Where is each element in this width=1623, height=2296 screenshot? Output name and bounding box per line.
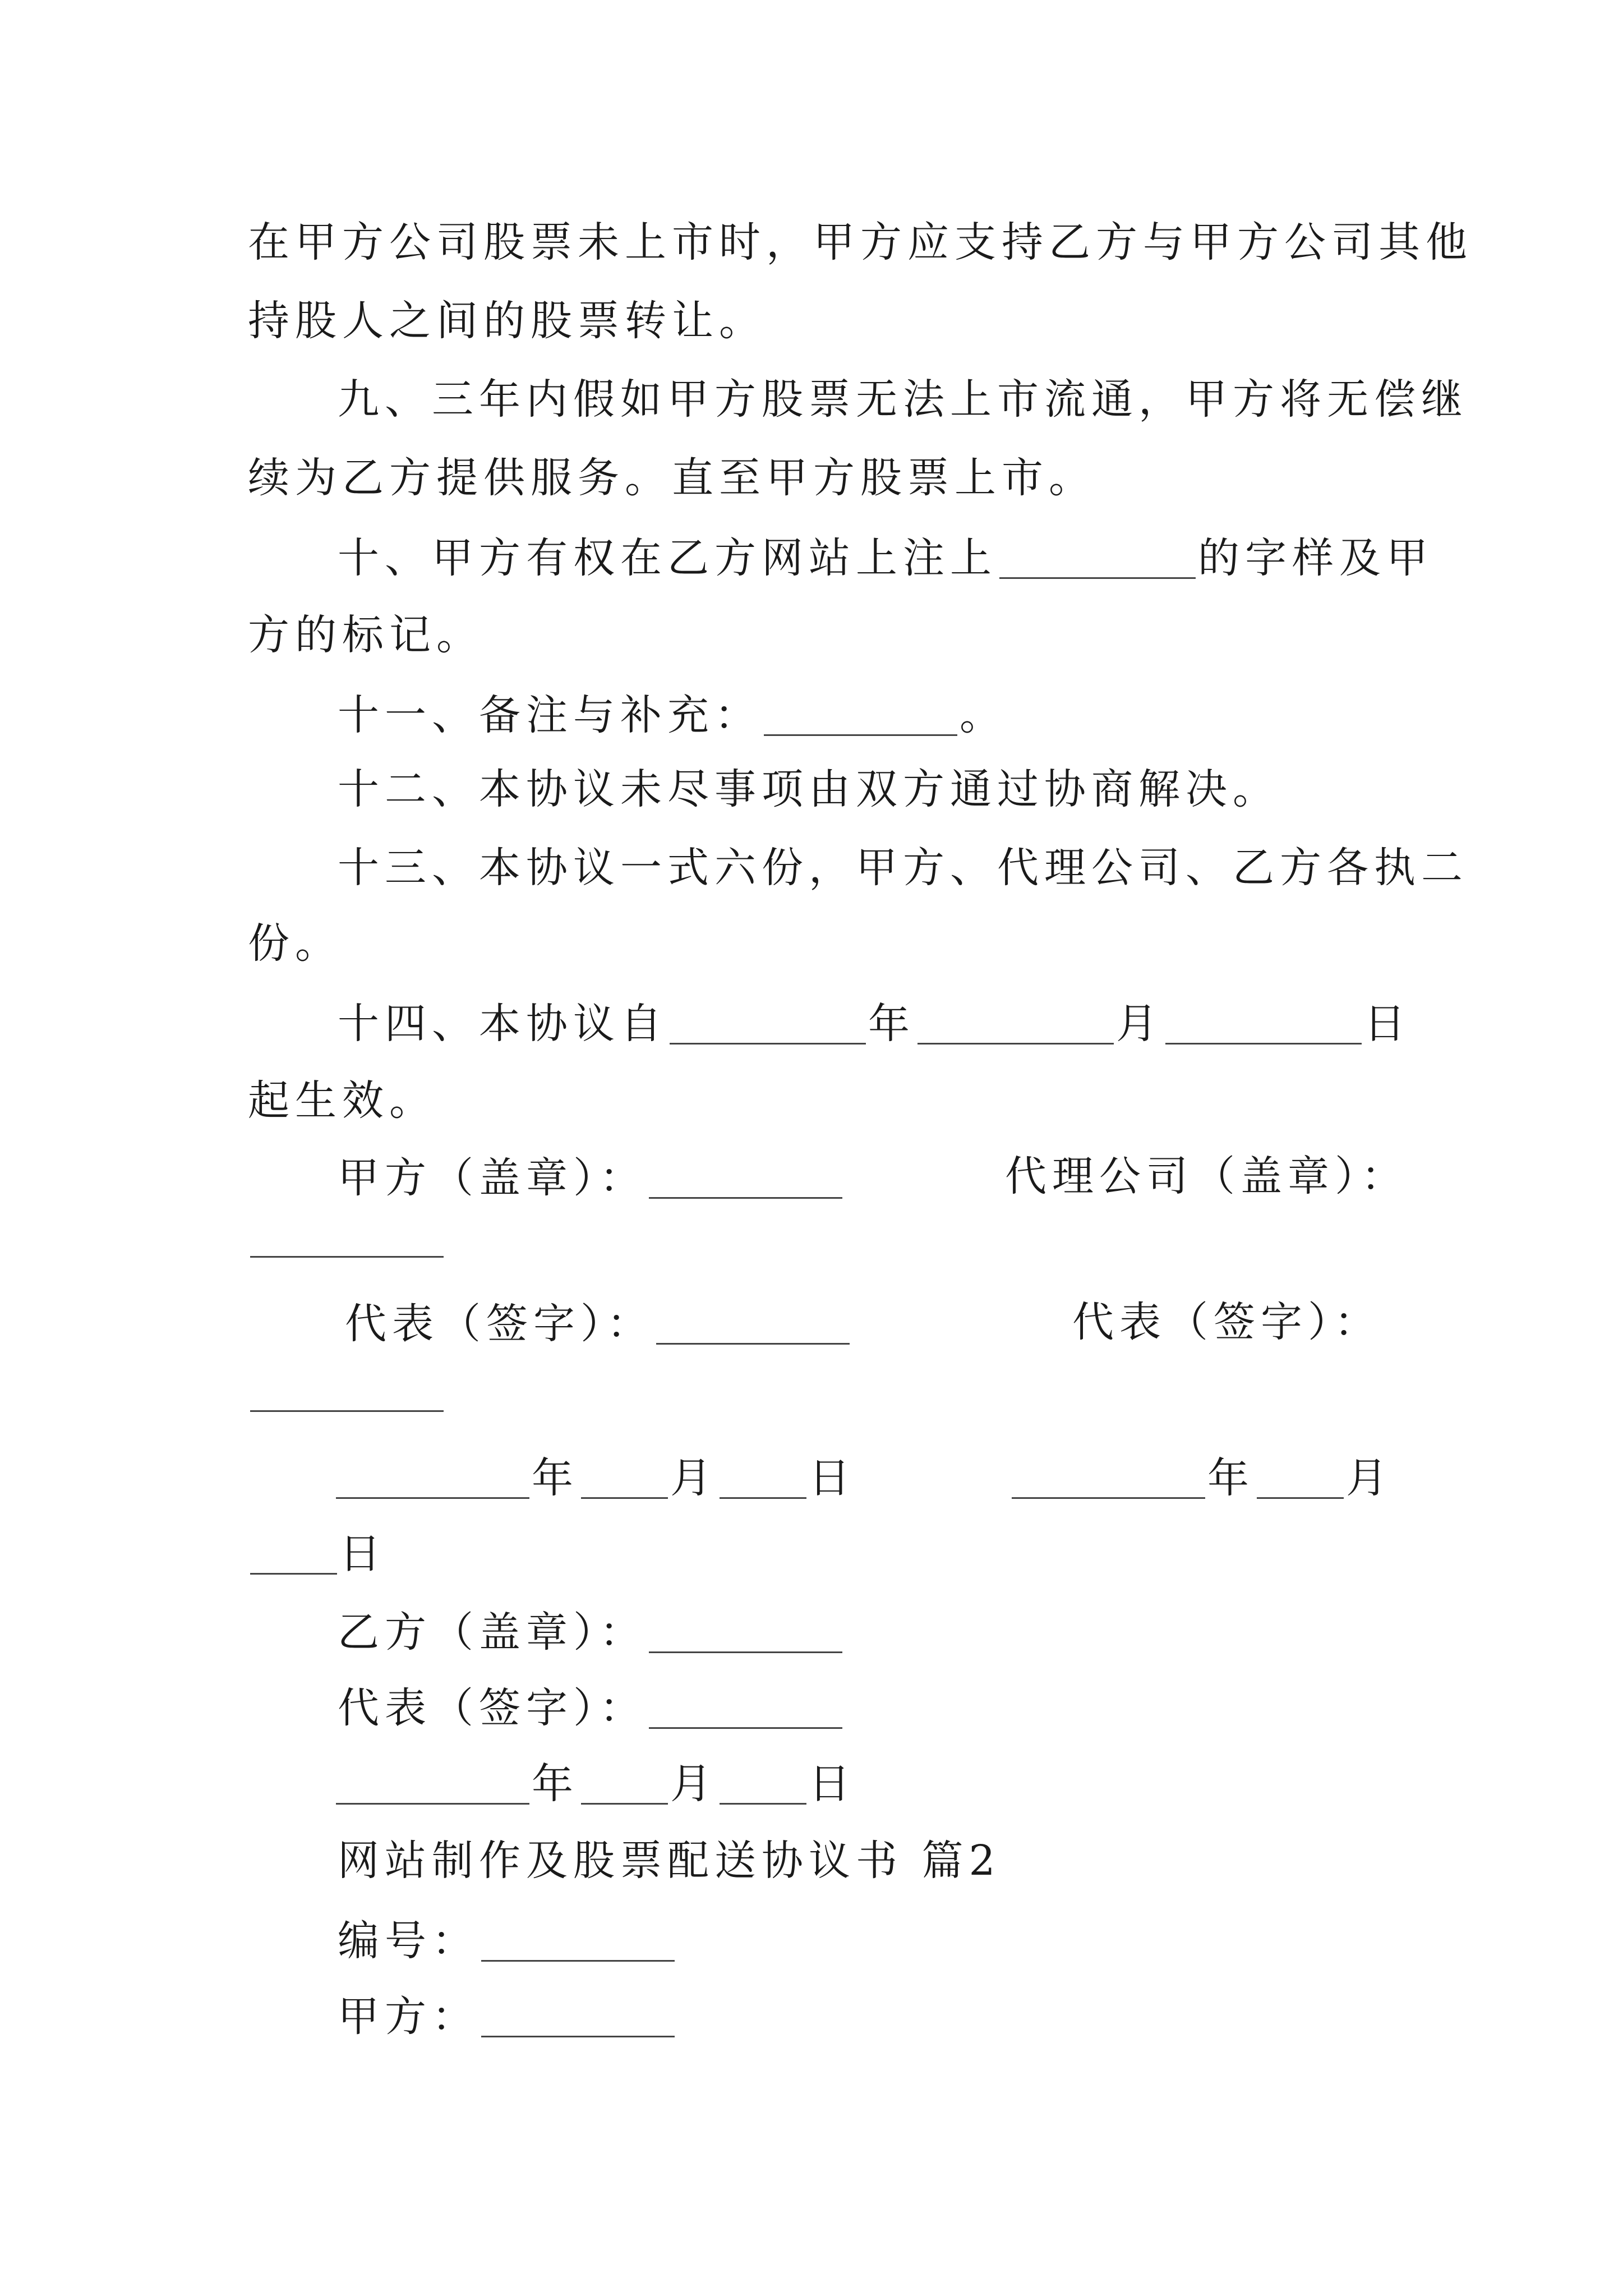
party-b-month-blank[interactable] <box>581 1761 668 1805</box>
clause-text: 。 <box>960 691 1007 739</box>
party-b-rep-blank[interactable] <box>649 1686 842 1729</box>
day-label: 日 <box>339 1530 386 1578</box>
agent-seal-label: 代理公司（盖章）： <box>1005 1152 1408 1200</box>
year-label: 年 <box>532 1760 579 1808</box>
clause-text: 十二、本协议未尽事项由双方通过协商解决。 <box>338 765 1280 813</box>
agent-seal-row <box>1005 1152 1408 1200</box>
clause-text: 份。 <box>248 919 342 968</box>
clause-text: 日 <box>1364 1000 1411 1048</box>
date-left-month-blank[interactable] <box>581 1456 668 1499</box>
clause-text: 年 <box>868 1000 915 1048</box>
year-label: 年 <box>1207 1454 1255 1502</box>
party-b-seal-blank[interactable] <box>649 1610 842 1653</box>
party-a-blank[interactable] <box>481 1994 675 2037</box>
party-b-day-blank[interactable] <box>720 1761 806 1805</box>
clause-text: 续为乙方提供服务。直至甲方股票上市。 <box>248 454 1096 502</box>
paragraph-text: 持股人之间的股票转让。 <box>248 297 766 345</box>
clause-10-line-1 <box>338 534 1433 582</box>
clause-10-line-2 <box>248 611 483 659</box>
party-a-seal-blank[interactable] <box>649 1156 842 1199</box>
clause-12 <box>338 765 1280 813</box>
clause-11 <box>338 691 1007 739</box>
month-label: 月 <box>1346 1454 1393 1502</box>
paragraph-8-line-1 <box>248 218 1473 266</box>
date-right-row <box>1009 1454 1393 1502</box>
rep-sign-right-row <box>1072 1298 1381 1346</box>
month-label: 月 <box>670 1454 717 1502</box>
fill-blank[interactable] <box>999 536 1196 579</box>
clause-text: 起生效。 <box>248 1076 436 1125</box>
date-left-row <box>334 1454 856 1502</box>
date-right-day-blank[interactable] <box>250 1531 337 1575</box>
clause-text: 十三、本协议一式六份，甲方、代理公司、乙方各执二 <box>338 844 1468 892</box>
rep-sign-left-blank[interactable] <box>656 1301 850 1345</box>
clause-text: 十一、备注与补充： <box>338 691 762 739</box>
fill-blank-year[interactable] <box>670 1001 866 1045</box>
rep-sign-right-blank[interactable] <box>250 1369 444 1412</box>
party-a-seal-label: 甲方（盖章）： <box>338 1154 647 1202</box>
contract-number-label: 编号： <box>338 1917 479 1965</box>
fill-blank-day[interactable] <box>1165 1001 1362 1045</box>
party-b-rep-row <box>338 1684 845 1732</box>
date-right-year-blank[interactable] <box>1012 1456 1205 1499</box>
rep-sign-left-row <box>345 1300 852 1348</box>
agent-seal-blank[interactable] <box>250 1214 444 1258</box>
party-a-seal-row <box>338 1154 845 1202</box>
clause-9-line-2 <box>248 454 1096 502</box>
party-b-date-row <box>334 1760 856 1808</box>
clause-14-line-1 <box>338 1000 1411 1048</box>
party-b-year-blank[interactable] <box>336 1761 529 1805</box>
section-2-title <box>338 1837 1001 1885</box>
party-b-rep-label: 代表（签字）： <box>338 1684 647 1732</box>
date-left-year-blank[interactable] <box>336 1456 529 1499</box>
party-b-seal-row <box>338 1608 845 1657</box>
date-left-day-blank[interactable] <box>720 1456 806 1499</box>
party-a-label: 甲方： <box>338 1993 479 2041</box>
date-right-day-row <box>248 1530 386 1578</box>
fill-blank-month[interactable] <box>917 1001 1114 1045</box>
rep-sign-right-blank-row <box>248 1369 446 1412</box>
clause-text: 方的标记。 <box>248 611 483 659</box>
day-label: 日 <box>809 1760 856 1808</box>
party-a-row <box>338 1993 677 2041</box>
contract-number-row <box>338 1917 677 1965</box>
party-b-seal-label: 乙方（盖章）： <box>338 1608 647 1657</box>
date-right-month-blank[interactable] <box>1257 1456 1344 1499</box>
section-title: 网站制作及股票配送协议书 篇2 <box>338 1837 1001 1885</box>
clause-text: 的字样及甲 <box>1198 534 1433 582</box>
clause-text: 十、甲方有权在乙方网站上注上 <box>338 534 997 582</box>
rep-sign-left-label: 代表（签字）： <box>345 1300 654 1348</box>
paragraph-8-line-2 <box>248 297 766 345</box>
clause-9-line-1 <box>338 375 1468 424</box>
month-label: 月 <box>670 1760 717 1808</box>
paragraph-text: 在甲方公司股票未上市时，甲方应支持乙方与甲方公司其他 <box>248 218 1473 266</box>
fill-blank[interactable] <box>764 693 957 736</box>
day-label: 日 <box>809 1454 856 1502</box>
rep-sign-right-label: 代表（签字）： <box>1072 1298 1381 1346</box>
clause-text: 九、三年内假如甲方股票无法上市流通，甲方将无偿继 <box>338 375 1468 424</box>
contract-number-blank[interactable] <box>481 1918 675 1962</box>
clause-14-line-2 <box>248 1076 436 1125</box>
clause-13-line-2 <box>248 919 342 968</box>
clause-text: 月 <box>1116 1000 1163 1048</box>
year-label: 年 <box>532 1454 579 1502</box>
clause-text: 十四、本协议自 <box>338 1000 667 1048</box>
agent-seal-blank-row <box>248 1214 446 1258</box>
clause-13-line-1 <box>338 844 1468 892</box>
